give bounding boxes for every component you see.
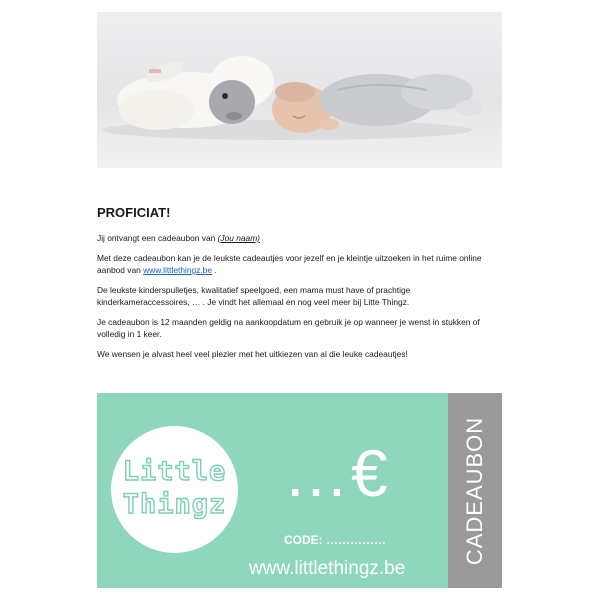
giver-name-placeholder[interactable]: (Jou naam) <box>217 233 260 243</box>
brand-logo-text <box>111 455 238 521</box>
side-label: CADEAUBON <box>462 416 487 565</box>
website-link[interactable]: www.littlethingz.be <box>143 265 213 275</box>
letter-paragraph-5: We wensen je alvast heel veel plezier met het uitkiezen van al die leuke cadeautjes! <box>97 349 408 359</box>
paragraph-1-text: Jij ontvangt een cadeaubon van <box>97 233 216 243</box>
paragraph-2-suffix: . <box>212 265 217 275</box>
logo-line-2: Thingz <box>122 489 227 520</box>
voucher-website: www.littlethingz.be <box>249 558 406 579</box>
side-band <box>448 393 502 588</box>
gift-voucher <box>97 393 502 588</box>
letter-paragraph-4: Je cadeaubon is 12 maanden geldig na aankoopdatum en gebruik je op wanneer je wenst in stukken of volledig in 1 keer. <box>97 317 480 339</box>
voucher-code: CODE: …………… <box>284 533 386 547</box>
logo-line-1: Little <box>122 456 227 487</box>
header-photo <box>97 12 502 168</box>
letter-paragraph-3: De leukste kinderspulletjes, kwalitatief speelgoed, een mama must have of prachtige kinderkameraccessoires, … . Je vindt het allemaal en nog veel meer bij Litte Thingz. <box>97 285 411 307</box>
letter-paragraph-2 <box>97 252 502 276</box>
paragraph-2-text: Met deze cadeaubon kan je de leukste cadeautjes voor jezelf en je kleintje uitzoeken in het ruime online aanbod van <box>97 253 482 275</box>
baby-with-plush-sheep-icon <box>97 12 502 168</box>
voucher-amount: …€ <box>283 436 390 510</box>
brand-logo <box>111 426 238 553</box>
letter-body <box>97 205 502 368</box>
letter-paragraph-1 <box>97 232 502 244</box>
letter-title: PROFICIAT! <box>97 205 171 220</box>
